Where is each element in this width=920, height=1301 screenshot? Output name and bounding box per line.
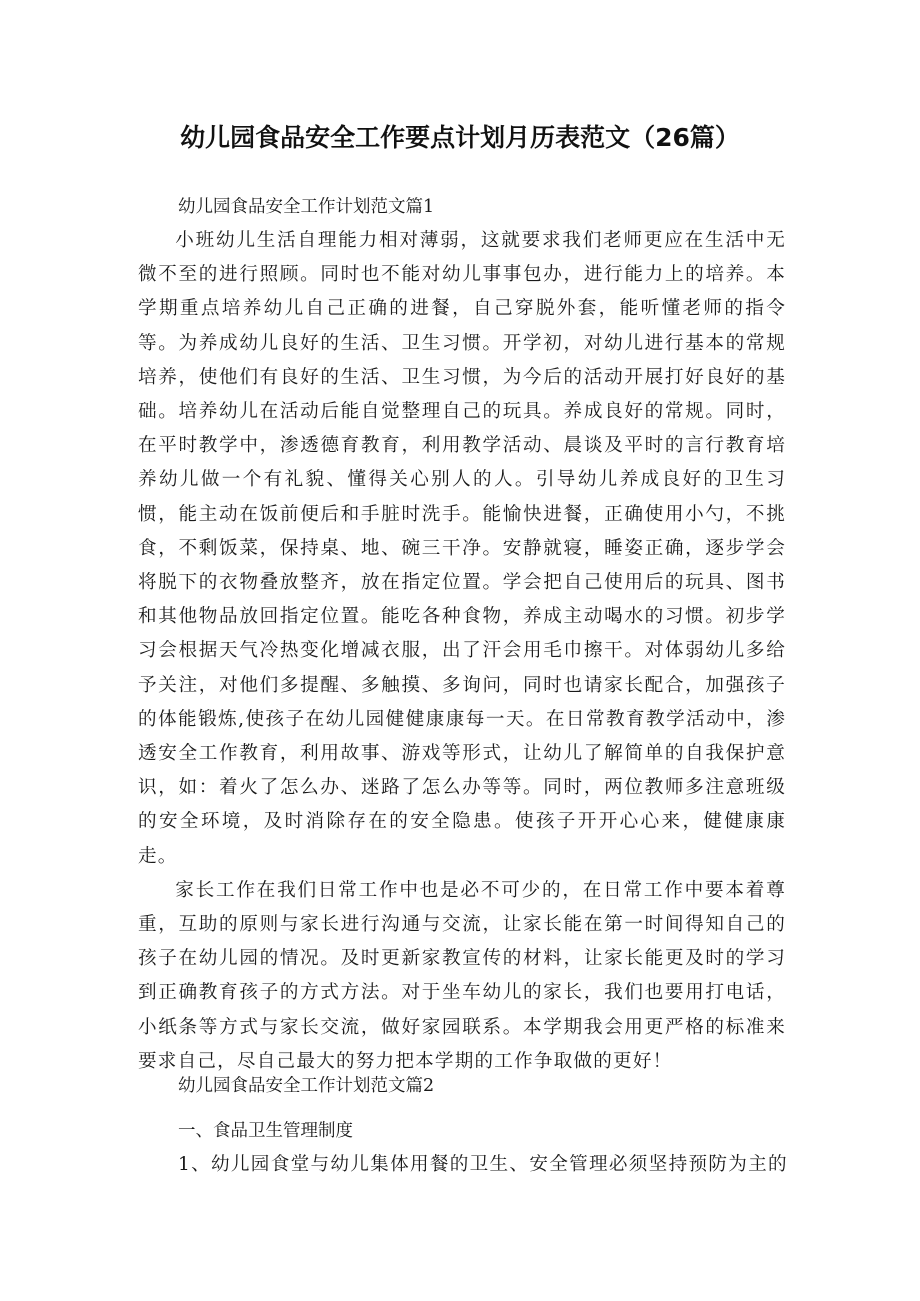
document-title: 幼儿园食品安全工作要点计划月历表范文（26篇）	[180, 123, 740, 152]
section1-paragraph-1: 小班幼儿生活自理能力相对薄弱，这就要求我们老师更应在生活中无微不至的进行照顾。同时也不能对幼儿事事包办，进行能力上的培养。本学期重点培养幼儿自己正确的进餐，自己穿脱外套，能听懂老师的指令等。为养成幼儿良好的生活、卫生习惯。开学初，对幼儿进行基本的常规培养，使他们有良好的生活、卫生习惯，为今后的活动开展打好良好的基础。培养幼儿在活动后能自觉整理自己的玩具。养成良好的常规。同时，在平时教学中，渗透德育教育，利用教学活动、晨谈及平时的言行教育培养幼儿做一个有礼貌、懂得关心别人的人。引导幼儿养成良好的卫生习惯，能主动在饭前便后和手脏时洗手。能愉快进餐，正确使用小勺，不挑食，不剩饭菜，保持桌、地、碗三干净。安静就寝，睡姿正确，逐步学会将脱下的衣物叠放整齐，放在指定位置。学会把自己使用后的玩具、图书和其他物品放回指定位置。能吃各种食物，养成主动喝水的习惯。初步学习会根据天气冷热变化增减衣服，出了汗会用毛巾擦干。对体弱幼儿多给予关注，对他们多提醒、多触摸、多询问，同时也请家长配合，加强孩子的体能锻炼,使孩子在幼儿园健健康康每一天。在日常教育教学活动中，渗透安全工作教育，利用故事、游戏等形式，让幼儿了解简单的自我保护意识，如：着火了怎么办、迷路了怎么办等等。同时，两位教师多注意班级的安全环境，及时消除存在的安全隐患。使孩子开开心心来，健健康康走。	[138, 230, 786, 867]
section1-body	[138, 224, 786, 1079]
section1-paragraph-2: 家长工作在我们日常工作中也是必不可少的，在日常工作中要本着尊重，互助的原则与家长进行沟通与交流，让家长能在第一时间得知自己的孩子在幼儿园的情况。及时更新家教宣传的材料，让家长能更及时的学习到正确教育孩子的方式方法。对于坐车幼儿的家长，我们也要用打电话，小纸条等方式与家长交流，做好家园联系。本学期我会用更严格的标准来要求自己，尽自己最大的努力把本学期的工作争取做的更好！	[138, 879, 786, 1072]
section2-heading: 幼儿园食品安全工作计划范文篇2	[178, 1076, 435, 1096]
section1-heading: 幼儿园食品安全工作计划范文篇1	[178, 197, 435, 217]
section2-subheading: 一、食品卫生管理制度	[178, 1121, 353, 1141]
section2-body	[178, 1148, 788, 1182]
section2-item-1: 1、幼儿园食堂与幼儿集体用餐的卫生、安全管理必须坚持预防为主的	[178, 1154, 788, 1175]
